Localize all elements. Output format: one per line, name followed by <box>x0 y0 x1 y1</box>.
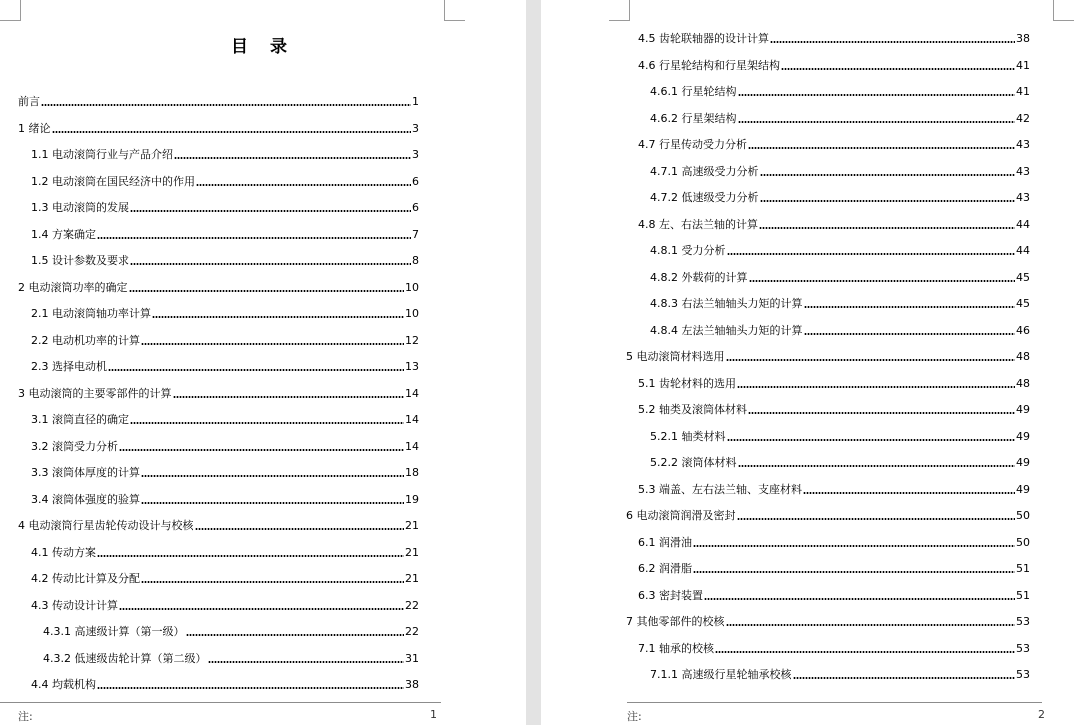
toc-entry-title: 1.2 电动滚筒在国民经济中的作用 <box>31 174 195 188</box>
toc-entry[interactable] <box>18 385 419 400</box>
toc-entry-page-number: 45 <box>1016 297 1030 310</box>
toc-entry[interactable] <box>650 189 1030 204</box>
toc-entry[interactable] <box>31 173 419 188</box>
toc-dot-leader <box>130 422 404 424</box>
toc-entry[interactable] <box>31 491 419 506</box>
toc-entry-page-number: 48 <box>1016 376 1030 390</box>
toc-dot-leader <box>141 581 404 583</box>
toc-entry[interactable] <box>31 411 419 426</box>
toc-entry-title: 6.1 润滑油 <box>638 535 692 549</box>
toc-entry[interactable] <box>31 438 419 453</box>
toc-entry-title: 7 其他零部件的校核 <box>626 615 725 628</box>
toc-entry[interactable] <box>650 242 1030 257</box>
toc-entry[interactable] <box>31 199 419 214</box>
toc-entry-title: 3 电动滚筒的主要零部件的计算 <box>18 386 172 400</box>
toc-entry[interactable] <box>18 517 419 532</box>
toc-dot-leader <box>748 147 1015 149</box>
toc-dot-leader <box>715 651 1015 653</box>
toc-dot-leader <box>97 687 404 689</box>
toc-entry-title: 3.1 滚筒直径的确定 <box>31 413 129 426</box>
toc-entry-title: 4.8.3 右法兰轴轴头力矩的计算 <box>650 297 803 310</box>
toc-entry[interactable] <box>650 110 1030 125</box>
toc-entry-title: 4.8 左、右法兰轴的计算 <box>638 217 758 231</box>
toc-entry-title: 4 电动滚筒行星齿轮传动设计与校核 <box>18 519 194 532</box>
toc-dot-leader <box>141 502 404 504</box>
toc-entry-page-number: 44 <box>1016 217 1030 231</box>
toc-dot-leader <box>119 608 404 610</box>
toc-entry-page-number: 41 <box>1016 58 1030 72</box>
toc-entry-title: 1.4 方案确定 <box>31 227 96 241</box>
toc-dot-leader <box>141 343 404 345</box>
toc-entry[interactable] <box>638 640 1030 655</box>
toc-entry-page-number: 22 <box>405 598 419 612</box>
toc-dot-leader <box>738 94 1016 96</box>
toc-dot-leader <box>749 280 1016 282</box>
toc-entry[interactable] <box>638 136 1030 151</box>
toc-dot-leader <box>727 253 1016 255</box>
toc-dot-leader <box>737 386 1015 388</box>
toc-entry-title: 4.6.1 行星轮结构 <box>650 85 737 98</box>
toc-entry-page-number: 49 <box>1016 456 1030 469</box>
toc-dot-leader <box>97 555 404 557</box>
toc-entry-title: 3.4 滚筒体强度的验算 <box>31 492 140 506</box>
toc-title: 目 录 <box>231 37 295 57</box>
toc-entry-title: 2.1 电动滚筒轴功率计算 <box>31 307 151 320</box>
toc-entry-page-number: 38 <box>405 678 419 691</box>
toc-entry-title: 5 电动滚筒材料选用 <box>626 350 725 363</box>
toc-entry-page-number: 19 <box>405 492 419 506</box>
toc-entry-title: 4.8.4 左法兰轴轴头力矩的计算 <box>650 323 803 337</box>
toc-entry-title: 1.5 设计参数及要求 <box>31 254 129 267</box>
toc-dot-leader <box>108 369 404 371</box>
toc-dot-leader <box>738 121 1016 123</box>
toc-entry[interactable] <box>31 464 419 479</box>
toc-entry[interactable] <box>638 560 1030 575</box>
toc-entry[interactable] <box>650 454 1030 469</box>
toc-entry-title: 1 绪论 <box>18 121 51 135</box>
toc-entry-title: 5.1 齿轮材料的选用 <box>638 376 736 390</box>
toc-entry-page-number: 43 <box>1016 138 1030 151</box>
toc-entry-page-number: 6 <box>412 201 419 214</box>
toc-dot-leader <box>803 492 1015 494</box>
toc-entry-title: 1.3 电动滚筒的发展 <box>31 201 129 214</box>
toc-dot-leader <box>97 237 411 239</box>
crop-mark-top-left <box>0 0 21 21</box>
footer-rule <box>627 702 1042 703</box>
toc-dot-leader <box>793 677 1016 679</box>
toc-entry-page-number: 38 <box>1016 32 1030 45</box>
toc-entry-title: 6.2 润滑脂 <box>638 562 692 575</box>
toc-entry-page-number: 22 <box>405 625 419 638</box>
toc-entry-title: 4.6.2 行星架结构 <box>650 111 737 125</box>
toc-dot-leader <box>195 528 405 530</box>
toc-dot-leader <box>130 210 411 212</box>
toc-entry[interactable] <box>18 279 419 294</box>
toc-entry[interactable] <box>31 597 419 612</box>
page-number: 2 <box>1038 708 1045 721</box>
toc-entry[interactable] <box>43 650 419 665</box>
toc-entry-page-number: 18 <box>405 466 419 479</box>
toc-entry-page-number: 49 <box>1016 403 1030 416</box>
toc-entry-page-number: 51 <box>1016 562 1030 575</box>
toc-entry-page-number: 43 <box>1016 191 1030 204</box>
toc-dot-leader <box>704 598 1015 600</box>
toc-entry-title: 4.3.2 低速级齿轮计算（第二级） <box>43 651 207 665</box>
toc-entry[interactable] <box>650 83 1030 98</box>
toc-dot-leader <box>208 661 405 663</box>
toc-entry-title: 4.1 传动方案 <box>31 545 96 559</box>
toc-entry[interactable] <box>31 544 419 559</box>
toc-entry-title: 6 电动滚筒润滑及密封 <box>626 509 736 522</box>
toc-entry-title: 4.4 均载机构 <box>31 678 96 691</box>
toc-entry-page-number: 41 <box>1016 85 1030 98</box>
toc-dot-leader <box>119 449 404 451</box>
toc-dot-leader <box>693 571 1015 573</box>
toc-entry-page-number: 14 <box>405 386 419 400</box>
toc-entry-title: 4.7.1 高速级受力分析 <box>650 164 759 178</box>
toc-dot-leader <box>760 174 1016 176</box>
toc-entry-title: 2 电动滚筒功率的确定 <box>18 280 128 294</box>
toc-entry[interactable] <box>31 252 419 267</box>
document-page-2 <box>541 0 1076 725</box>
toc-entry-title: 5.2 轴类及滚筒体材料 <box>638 403 747 416</box>
toc-entry-page-number: 49 <box>1016 482 1030 496</box>
toc-entry-title: 5.3 端盖、左右法兰轴、支座材料 <box>638 482 802 496</box>
toc-entry[interactable] <box>18 93 419 108</box>
toc-entry[interactable] <box>626 613 1030 628</box>
toc-entry-page-number: 7 <box>412 227 419 241</box>
toc-entry[interactable] <box>31 305 419 320</box>
toc-entry-page-number: 48 <box>1016 350 1030 363</box>
toc-entry[interactable] <box>31 358 419 373</box>
toc-entry-title: 6.3 密封装置 <box>638 588 703 602</box>
toc-dot-leader <box>760 200 1016 202</box>
toc-entry-title: 前言 <box>18 95 40 108</box>
footer-note-label: 注: <box>627 710 642 723</box>
toc-entry-title: 4.5 齿轮联轴器的设计计算 <box>638 32 769 45</box>
toc-dot-leader <box>52 131 412 133</box>
toc-entry[interactable] <box>638 30 1030 45</box>
crop-mark-top-right <box>1053 0 1074 21</box>
toc-entry[interactable] <box>626 507 1030 522</box>
toc-dot-leader <box>196 184 411 186</box>
toc-entry-page-number: 50 <box>1016 535 1030 549</box>
toc-entry-page-number: 43 <box>1016 164 1030 178</box>
toc-entry-title: 3.3 滚筒体厚度的计算 <box>31 466 140 479</box>
toc-entry[interactable] <box>650 163 1030 178</box>
toc-entry-page-number: 8 <box>412 254 419 267</box>
toc-entry[interactable] <box>638 216 1030 231</box>
toc-dot-leader <box>693 545 1015 547</box>
toc-dot-leader <box>770 41 1015 43</box>
toc-dot-leader <box>173 396 405 398</box>
toc-entry-title: 1.1 电动滚筒行业与产品介绍 <box>31 148 173 161</box>
crop-mark-top-right <box>444 0 465 21</box>
toc-entry-title: 4.6 行星轮结构和行星架结构 <box>638 58 780 72</box>
toc-entry[interactable] <box>31 570 419 585</box>
toc-entry[interactable] <box>626 348 1030 363</box>
toc-entry-page-number: 21 <box>405 519 419 532</box>
toc-entry-page-number: 14 <box>405 439 419 453</box>
toc-entry[interactable] <box>43 623 419 638</box>
toc-entry-page-number: 21 <box>405 545 419 559</box>
toc-entry-page-number: 3 <box>412 148 419 161</box>
toc-entry[interactable] <box>650 428 1030 443</box>
toc-entry-title: 4.3 传动设计计算 <box>31 598 118 612</box>
toc-entry-page-number: 51 <box>1016 588 1030 602</box>
toc-entry[interactable] <box>638 534 1030 549</box>
toc-entry[interactable] <box>18 120 419 135</box>
toc-entry-title: 4.3.1 高速级计算（第一级） <box>43 625 185 638</box>
toc-entry-title: 2.3 选择电动机 <box>31 360 107 373</box>
toc-entry[interactable] <box>31 676 419 691</box>
toc-entry[interactable] <box>638 57 1030 72</box>
toc-dot-leader <box>41 104 411 106</box>
toc-dot-leader <box>141 475 404 477</box>
toc-entry-page-number: 44 <box>1016 244 1030 257</box>
toc-entry-page-number: 21 <box>405 572 419 585</box>
toc-entry-page-number: 3 <box>412 121 419 135</box>
toc-entry-page-number: 42 <box>1016 111 1030 125</box>
toc-entry-title: 2.2 电动机功率的计算 <box>31 333 140 347</box>
footer-note-label: 注: <box>18 710 33 723</box>
toc-dot-leader <box>781 68 1015 70</box>
toc-entry-title: 4.2 传动比计算及分配 <box>31 572 140 585</box>
toc-entry-title: 4.8.2 外载荷的计算 <box>650 270 748 284</box>
crop-mark-top-left <box>609 0 630 21</box>
toc-entry-title: 7.1.1 高速级行星轮轴承校核 <box>650 668 792 681</box>
toc-entry-page-number: 12 <box>405 333 419 347</box>
toc-entry[interactable] <box>638 481 1030 496</box>
toc-entry-page-number: 13 <box>405 360 419 373</box>
toc-entry-title: 4.7 行星传动受力分析 <box>638 138 747 151</box>
toc-entry-page-number: 31 <box>405 651 419 665</box>
toc-dot-leader <box>726 359 1016 361</box>
toc-entry[interactable] <box>638 587 1030 602</box>
toc-dot-leader <box>727 439 1016 441</box>
toc-entry[interactable] <box>650 295 1030 310</box>
toc-dot-leader <box>726 624 1016 626</box>
toc-dot-leader <box>130 263 411 265</box>
toc-entry[interactable] <box>650 666 1030 681</box>
toc-entry-page-number: 6 <box>412 174 419 188</box>
toc-dot-leader <box>129 290 405 292</box>
toc-dot-leader <box>152 316 404 318</box>
toc-entry[interactable] <box>31 226 419 241</box>
toc-entry-page-number: 53 <box>1016 668 1030 681</box>
toc-entry-title: 7.1 轴承的校核 <box>638 641 714 655</box>
toc-entry-page-number: 10 <box>405 307 419 320</box>
toc-dot-leader <box>186 634 405 636</box>
toc-entry-page-number: 1 <box>412 95 419 108</box>
toc-entry-page-number: 50 <box>1016 509 1030 522</box>
toc-entry[interactable] <box>650 322 1030 337</box>
toc-entry[interactable] <box>638 375 1030 390</box>
toc-entry[interactable] <box>31 146 419 161</box>
toc-entry-page-number: 10 <box>405 280 419 294</box>
toc-entry-title: 3.2 滚筒受力分析 <box>31 439 118 453</box>
toc-entry-title: 5.2.1 轴类材料 <box>650 429 726 443</box>
toc-dot-leader <box>738 465 1016 467</box>
toc-dot-leader <box>737 518 1016 520</box>
toc-entry-title: 5.2.2 滚筒体材料 <box>650 456 737 469</box>
toc-entry-title: 4.7.2 低速级受力分析 <box>650 191 759 204</box>
toc-entry-page-number: 49 <box>1016 429 1030 443</box>
toc-dot-leader <box>759 227 1015 229</box>
document-page-1 <box>0 0 526 725</box>
toc-entry-page-number: 53 <box>1016 641 1030 655</box>
toc-entry-page-number: 14 <box>405 413 419 426</box>
toc-entry-page-number: 45 <box>1016 270 1030 284</box>
page-number: 1 <box>430 708 437 721</box>
footer-rule <box>0 702 441 703</box>
toc-dot-leader <box>804 306 1016 308</box>
toc-entry-page-number: 53 <box>1016 615 1030 628</box>
toc-entry[interactable] <box>650 269 1030 284</box>
toc-dot-leader <box>748 412 1015 414</box>
toc-entry[interactable] <box>31 332 419 347</box>
toc-dot-leader <box>174 157 411 159</box>
toc-entry-title: 4.8.1 受力分析 <box>650 244 726 257</box>
toc-dot-leader <box>804 333 1016 335</box>
toc-entry-page-number: 46 <box>1016 323 1030 337</box>
toc-entry[interactable] <box>638 401 1030 416</box>
